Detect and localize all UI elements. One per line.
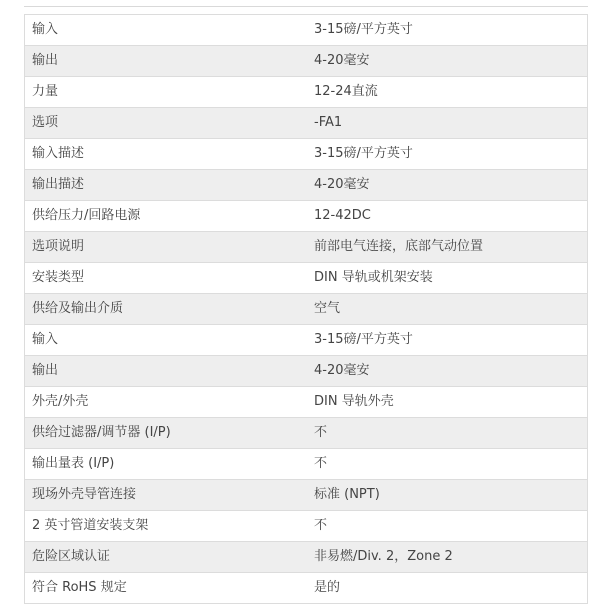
- table-row: [25, 77, 588, 108]
- spec-label: 选项说明: [25, 232, 307, 263]
- table-row: [25, 108, 588, 139]
- table-row: [25, 449, 588, 480]
- spec-value: 不: [306, 449, 588, 480]
- table-row: [25, 15, 588, 46]
- spec-label: 输出: [25, 46, 307, 77]
- spec-label: 2 英寸管道安装支架: [25, 511, 307, 542]
- spec-table: [24, 14, 588, 604]
- spec-value: -FA1: [306, 108, 588, 139]
- spec-value: 是的: [306, 573, 588, 604]
- spec-value: 4-20毫安: [306, 170, 588, 201]
- spec-value: 12-42DC: [306, 201, 588, 232]
- table-row: [25, 511, 588, 542]
- spec-label: 外壳/外壳: [25, 387, 307, 418]
- spec-label: 现场外壳导管连接: [25, 480, 307, 511]
- table-row: [25, 46, 588, 77]
- spec-label: 供给及输出介质: [25, 294, 307, 325]
- table-row: [25, 139, 588, 170]
- spec-value: 标准 (NPT): [306, 480, 588, 511]
- spec-label: 输出: [25, 356, 307, 387]
- spec-label: 符合 RoHS 规定: [25, 573, 307, 604]
- spec-value: 12-24直流: [306, 77, 588, 108]
- spec-label: 危险区域认证: [25, 542, 307, 573]
- spec-value: 前部电气连接，底部气动位置: [306, 232, 588, 263]
- spec-label: 输入: [25, 15, 307, 46]
- table-row: [25, 418, 588, 449]
- table-row: [25, 170, 588, 201]
- table-row: [25, 325, 588, 356]
- spec-label: 输出描述: [25, 170, 307, 201]
- spec-value: 非易燃/Div. 2，Zone 2: [306, 542, 588, 573]
- spec-label: 输出量表 (I/P): [25, 449, 307, 480]
- table-row: [25, 263, 588, 294]
- table-row: [25, 201, 588, 232]
- spec-label: 安装类型: [25, 263, 307, 294]
- table-row: [25, 387, 588, 418]
- spec-value: 3-15磅/平方英寸: [306, 15, 588, 46]
- table-row: [25, 232, 588, 263]
- spec-label: 力量: [25, 77, 307, 108]
- spec-value: DIN 导轨外壳: [306, 387, 588, 418]
- spec-label: 输入: [25, 325, 307, 356]
- spec-value: 4-20毫安: [306, 46, 588, 77]
- spec-label: 选项: [25, 108, 307, 139]
- table-row: [25, 573, 588, 604]
- spec-table-body: [25, 15, 588, 604]
- spec-label: 供给过滤器/调节器 (I/P): [25, 418, 307, 449]
- spec-value: 不: [306, 418, 588, 449]
- spec-value: 空气: [306, 294, 588, 325]
- top-divider: [24, 6, 588, 7]
- spec-value: 不: [306, 511, 588, 542]
- table-row: [25, 294, 588, 325]
- spec-value: 4-20毫安: [306, 356, 588, 387]
- table-row: [25, 356, 588, 387]
- spec-value: 3-15磅/平方英寸: [306, 139, 588, 170]
- spec-value: DIN 导轨或机架安装: [306, 263, 588, 294]
- spec-value: 3-15磅/平方英寸: [306, 325, 588, 356]
- spec-label: 输入描述: [25, 139, 307, 170]
- table-row: [25, 480, 588, 511]
- table-row: [25, 542, 588, 573]
- spec-label: 供给压力/回路电源: [25, 201, 307, 232]
